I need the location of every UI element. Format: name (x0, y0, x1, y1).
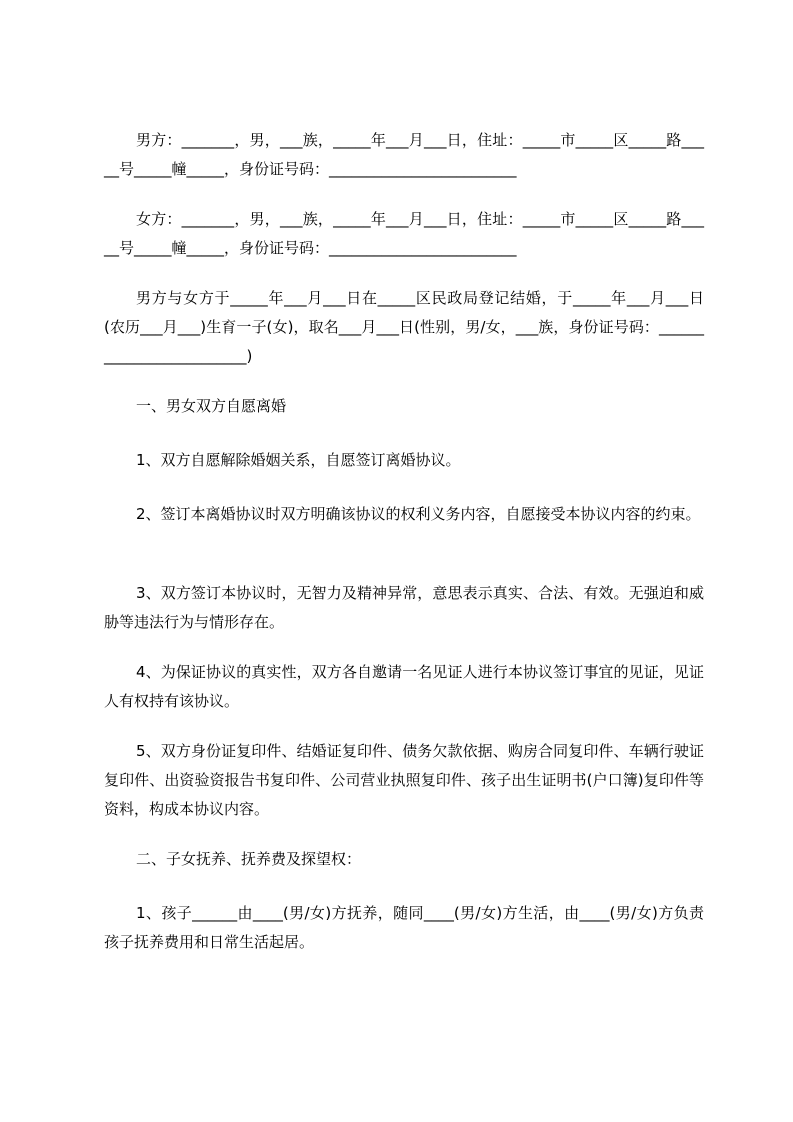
section-heading-child-support: 二、子女抚养、抚养费及探望权： (136, 850, 362, 868)
clause-1-3: 3、双方签订本协议时，无智力及精神异常，意思表示真实、合法、有效。无强迫和威胁等违法行为与情形存在。 (104, 584, 704, 631)
paragraph-wife-info: 女方：_______，男，___族，_____年___月___日，住址：_____市_____区_____路_____号_____幢_____，身份证号码：_________________________ (104, 210, 704, 257)
section-heading-divorce: 一、男女双方自愿离婚 (136, 397, 287, 415)
paragraph-husband-info: 男方：_______，男，___族，_____年___月___日，住址：_____市_____区_____路_____号_____幢_____，身份证号码：_________________________ (104, 131, 704, 178)
clause-2-1: 1、孩子______由____(男/女)方抚养，随同____(男/女)方生活，由____(男/女)方负责孩子抚养费用和日常生活起居。 (104, 904, 704, 951)
paragraph-marriage-info: 男方与女方于_____年___月___日在_____区民政局登记结婚，于_____年___月___日(农历___月___)生育一子(女)，取名___月___日(性别，男/女，___族，身份证号码：_________________________) (104, 289, 704, 365)
clause-1-4: 4、为保证协议的真实性，双方各自邀请一名见证人进行本协议签订事宜的见证，见证人有权持有该协议。 (104, 663, 704, 710)
clause-1-2: 2、签订本离婚协议时双方明确该协议的权利义务内容，自愿接受本协议内容的约束。 (136, 505, 701, 523)
clause-1-1: 1、双方自愿解除婚姻关系，自愿签订离婚协议。 (136, 451, 461, 469)
clause-1-5: 5、双方身份证复印件、结婚证复印件、债务欠款依据、购房合同复印件、车辆行驶证复印件、出资验资报告书复印件、公司营业执照复印件、孩子出生证明书(户口簿)复印件等资料，构成本协议内容。 (104, 742, 704, 818)
